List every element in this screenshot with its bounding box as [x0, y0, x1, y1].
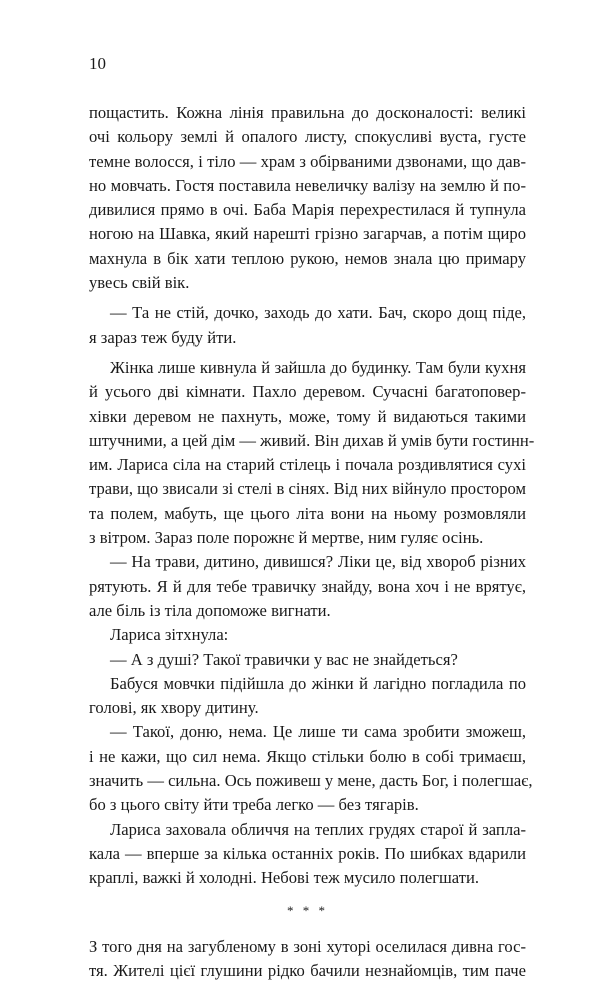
page-number: 10	[89, 52, 106, 76]
text-line: темне волосся, і тіло — храм з обірваними дзвонами, що дав-	[89, 150, 526, 174]
text-line: бо з цього світу йти треба легко — без тягарів.	[89, 793, 526, 817]
section-separator: * * *	[89, 899, 526, 923]
paragraph	[89, 720, 526, 817]
text-line: но мовчать. Гостя поставила невеличку валізу на землю й по-	[89, 174, 526, 198]
text-line: Лариса зітхнула:	[89, 623, 526, 647]
text-line: хівки деревом не пахнуть, може, тому й видаються такими	[89, 405, 526, 429]
paragraph	[89, 648, 526, 672]
text-line: — Такої, доню, нема. Це лише ти сама зробити зможеш,	[89, 720, 526, 744]
text-line: я зараз теж буду йти.	[89, 326, 526, 350]
text-line: з вітром. Зараз поле порожнє й мертве, ним гуляє осінь.	[89, 526, 526, 550]
paragraph	[89, 550, 526, 623]
text-line: З того дня на загубленому в зоні хуторі оселилася дивна гос-	[89, 935, 526, 959]
text-line: значить — сильна. Ось поживеш у мене, дасть Бог, і полегшає,	[89, 769, 526, 793]
text-line: махнула в бік хати теплою рукою, немов знала цю примару	[89, 247, 526, 271]
text-line: — Та не стій, дочко, заходь до хати. Бач, скоро дощ піде,	[89, 301, 526, 325]
text-line: Бабуся мовчки підійшла до жінки й лагідно погладила по	[89, 672, 526, 696]
text-line: Жінка лише кивнула й зайшла до будинку. Там були кухня	[89, 356, 526, 380]
paragraph	[89, 356, 526, 550]
text-line: Лариса заховала обличчя на теплих грудях старої й запла-	[89, 818, 526, 842]
text-line: голові, як хвору дитину.	[89, 696, 526, 720]
text-line: очі кольору землі й опалого листу, спокусливі вуста, густе	[89, 125, 526, 149]
text-line: — На трави, дитино, дивишся? Ліки це, від хвороб різних	[89, 550, 526, 574]
paragraph	[89, 101, 526, 295]
paragraph	[89, 672, 526, 721]
paragraph	[89, 818, 526, 891]
text-line: — А з душі? Такої травички у вас не знайдеться?	[89, 648, 526, 672]
text-line: рятують. Я й для тебе травичку знайду, вона хоч і не врятує,	[89, 575, 526, 599]
text-line: тя. Жителі цієї глушини рідко бачили незнайомців, тим паче	[89, 959, 526, 983]
paragraph	[89, 301, 526, 350]
text-line: дивилися прямо в очі. Баба Марія перехрестилася й тупнула	[89, 198, 526, 222]
text-line: штучними, а цей дім — живий. Він дихав й умів бути гостинн-	[89, 429, 526, 453]
body-text	[89, 101, 526, 983]
paragraph	[89, 623, 526, 647]
text-line: й усього дві кімнати. Пахло деревом. Сучасні багатоповер-	[89, 380, 526, 404]
text-line: трави, що звисали зі стелі в сінях. Від них війнуло простором	[89, 477, 526, 501]
text-line: ногою на Шавка, який нарешті грізно загарчав, а потім щиро	[89, 222, 526, 246]
text-line: але біль із тіла допоможе вигнати.	[89, 599, 526, 623]
text-line: кала — вперше за кілька останніх років. По шибках вдарили	[89, 842, 526, 866]
text-line: і не кажи, що сил нема. Якщо стільки болю в собі тримаєш,	[89, 745, 526, 769]
text-line: пощастить. Кожна лінія правильна до досконалості: великі	[89, 101, 526, 125]
paragraph	[89, 935, 526, 983]
text-line: увесь свій вік.	[89, 271, 526, 295]
text-line: краплі, важкі й холодні. Небові теж мусило полегшати.	[89, 866, 526, 890]
text-line: им. Лариса сіла на старий стілець і почала роздивлятися сухі	[89, 453, 526, 477]
text-line: та полем, мабуть, ще цього літа вони на ньому розмовляли	[89, 502, 526, 526]
